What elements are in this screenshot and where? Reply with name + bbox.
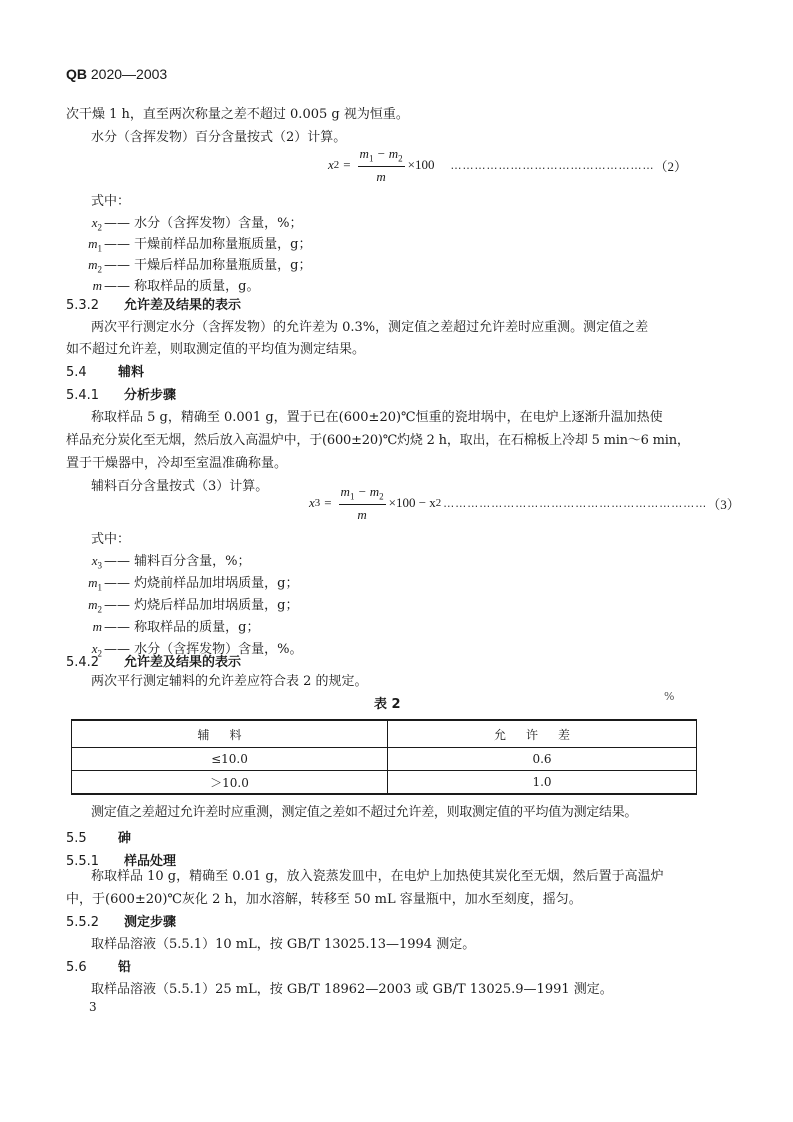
variable-description: —— 称取样品的质量，g。 [104, 279, 260, 294]
section-5-5: 5.5 砷 [66, 831, 132, 846]
variable-definition [82, 275, 259, 296]
variable-symbol: $m_1$ [88, 236, 102, 254]
variable-symbol: $x_2$ [91, 641, 102, 659]
variable-description: —— 水分（含挥发物）含量，%。 [104, 642, 303, 657]
formula-3: x 3 = $\frac{m_1 - m_2}{m}$ ×100 − x 2 ………………………………………………………… （3） [309, 484, 740, 522]
table-cell: ≤10.0 [72, 748, 388, 771]
paragraph: 辅料百分含量按式（3）计算。 [91, 479, 269, 494]
tolerance-table [71, 719, 697, 795]
section-5-4-2: 5.4.2 允许差及结果的表示 [66, 655, 242, 670]
table-cell: ＞10.0 [72, 771, 388, 795]
variable-description: —— 称取样品的质量，g； [104, 620, 260, 635]
paragraph: 两次平行测定水分（含挥发物）的允许差为 0.3%，测定值之差超过允许差时应重测。测定值之差 [91, 320, 649, 335]
table-row [72, 748, 697, 771]
variable-definition [82, 254, 311, 275]
variable-symbol: $x_3$ [91, 553, 102, 571]
table-header-cell: 辅料 [72, 720, 388, 748]
paragraph: 如不超过允许差，则取测定值的平均值为测定结果。 [66, 342, 366, 357]
paragraph: 取样品溶液（5.5.1）25 mL，按 GB/T 18962—2003 或 GB/T 13025.9—1991 测定。 [91, 982, 613, 997]
table-cell: 0.6 [388, 748, 697, 771]
section-5-5-2: 5.5.2 测定步骤 [66, 915, 177, 930]
variable-definition [82, 572, 298, 593]
page-number: 3 [89, 1000, 97, 1014]
variable-description: —— 干燥后样品加称量瓶质量，g； [104, 258, 312, 273]
paragraph: 测定值之差超过允许差时应重测，测定值之差如不超过允许差，则取测定值的平均值为测定结果。 [91, 805, 638, 820]
section-5-4-1: 5.4.1 分析步骤 [66, 388, 177, 403]
table-cell: 1.0 [388, 771, 697, 795]
paragraph: 取样品溶液（5.5.1）10 mL，按 GB/T 13025.13—1994 测定。 [91, 937, 476, 952]
table-row [72, 771, 697, 795]
formula-2: x 2 = $\frac{m_1 - m_2}{m}$ ×100 …………………………………………… （2） [328, 146, 687, 184]
variable-description: —— 辅料百分含量，%； [104, 554, 251, 569]
paragraph: 称取样品 10 g，精确至 0.01 g，放入瓷蒸发皿中，在电炉上加热使其炭化至无烟，然后置于高温炉 [91, 869, 664, 884]
variable-symbol: $m_1$ [88, 575, 102, 593]
paragraph: 置于干燥器中，冷却至室温准确称量。 [66, 456, 288, 471]
variable-description: —— 灼烧前样品加坩埚质量，g； [104, 576, 299, 591]
variable-definition [82, 212, 303, 233]
variable-description: —— 干燥前样品加称量瓶质量，g； [104, 237, 312, 252]
table-header-cell: 允许差 [388, 720, 697, 748]
section-5-3-2: 5.3.2 允许差及结果的表示 [66, 298, 242, 313]
shizhong-label: 式中： [91, 194, 131, 209]
variable-symbol: $m_2$ [88, 257, 102, 275]
section-5-5-1: 5.5.1 样品处理 [66, 854, 177, 869]
variable-symbol: m [92, 278, 102, 293]
paragraph: 称取样品 5 g，精确至 0.001 g，置于已在(600±20)℃恒重的瓷坩埚中，在电炉上逐渐升温加热使 [91, 410, 663, 425]
variable-definition [82, 233, 311, 254]
standard-code: QB 2020—2003 [66, 66, 168, 82]
section-5-4: 5.4 辅料 [66, 365, 145, 380]
shizhong-label: 式中： [91, 532, 131, 547]
variable-description: —— 灼烧后样品加坩埚质量，g； [104, 598, 299, 613]
variable-definition [82, 616, 259, 637]
fraction: $\frac{m_1 - m_2}{m}$ [359, 146, 403, 184]
variable-symbol: $x_2$ [91, 215, 102, 233]
paragraph: 样品充分炭化至无烟，然后放入高温炉中，于(600±20)℃灼烧 2 h，取出，在石棉板上冷却 5 min～6 min， [66, 433, 690, 448]
table-unit: % [664, 690, 675, 703]
variable-definition [82, 550, 251, 571]
paragraph: 中，于(600±20)℃灰化 2 h，加水溶解，转移至 50 mL 容量瓶中，加水至刻度，摇匀。 [66, 892, 582, 907]
variable-symbol: $m_2$ [88, 597, 102, 615]
paragraph: 两次平行测定辅料的允许差应符合表 2 的规定。 [91, 674, 368, 689]
variable-symbol: m [92, 619, 102, 634]
paragraph: 次干燥 1 h，直至两次称量之差不超过 0.005 g 视为恒重。 [66, 107, 409, 122]
section-5-6: 5.6 铅 [66, 960, 132, 975]
table-caption: 表 2 [374, 697, 401, 712]
variable-definition [82, 594, 298, 615]
variable-description: —— 水分（含挥发物）含量，%； [104, 216, 303, 231]
paragraph: 水分（含挥发物）百分含量按式（2）计算。 [91, 130, 347, 145]
table-header-row [72, 720, 697, 748]
fraction: $\frac{m_1 - m_2}{m}$ [340, 484, 384, 522]
